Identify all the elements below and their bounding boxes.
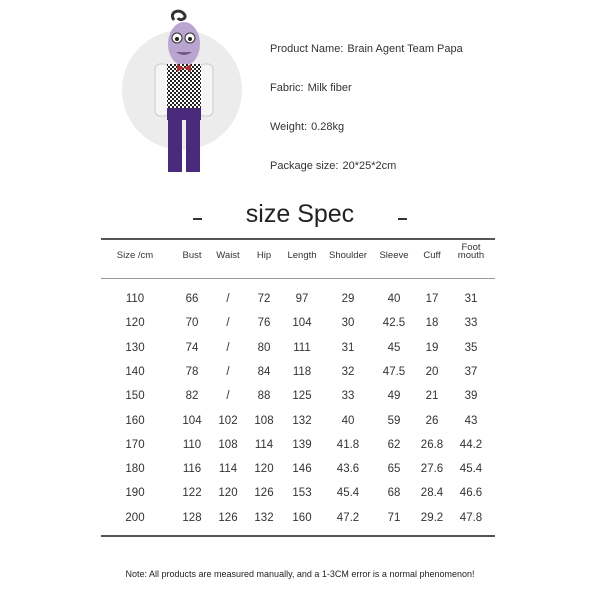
table-cell: 170 xyxy=(125,438,145,451)
table-cell: 140 xyxy=(125,365,145,378)
table-cell: 80 xyxy=(257,341,271,354)
table-cell: 125 xyxy=(292,390,312,403)
product-weight xyxy=(270,121,344,133)
table-cell: 47.2 xyxy=(336,511,360,524)
title-dash-right xyxy=(398,218,407,220)
table-row xyxy=(101,483,495,503)
table-cell: 27.6 xyxy=(420,463,444,476)
product-package-size xyxy=(270,160,396,172)
column-header: Hip xyxy=(256,250,272,261)
table-cell: 45 xyxy=(387,341,401,354)
table-cell: 65 xyxy=(387,463,401,476)
fabric-value: Milk fiber xyxy=(307,82,352,94)
size-spec-title: size Spec xyxy=(245,200,355,228)
table-cell: 44.2 xyxy=(459,438,483,451)
weight-label: Weight: xyxy=(270,121,308,133)
table-cell: 84 xyxy=(257,365,271,378)
table-header-rule xyxy=(101,278,495,279)
table-cell: 21 xyxy=(425,390,439,403)
table-cell: 31 xyxy=(341,341,355,354)
product-image xyxy=(122,8,248,180)
table-cell: 62 xyxy=(387,438,401,451)
table-cell: 70 xyxy=(185,317,199,330)
table-row xyxy=(101,338,495,358)
weight-value: 0.28kg xyxy=(311,121,345,133)
table-cell: 150 xyxy=(125,390,145,403)
table-cell: 160 xyxy=(292,511,312,524)
table-cell: 160 xyxy=(125,414,145,427)
table-cell: 43 xyxy=(464,414,478,427)
table-row xyxy=(101,362,495,382)
table-cell: 190 xyxy=(125,487,145,500)
table-row xyxy=(101,411,495,431)
table-cell: 33 xyxy=(464,317,478,330)
product-name-label: Product Name: xyxy=(270,43,344,55)
product-name-value: Brain Agent Team Papa xyxy=(347,43,463,55)
table-cell: 78 xyxy=(185,365,199,378)
table-cell: 40 xyxy=(341,414,355,427)
product-name xyxy=(270,43,463,55)
table-cell: 30 xyxy=(341,317,355,330)
fabric-label: Fabric: xyxy=(270,82,304,94)
table-cell: 40 xyxy=(387,293,401,305)
product-fabric xyxy=(270,82,352,94)
table-cell: 116 xyxy=(182,463,202,476)
table-cell: 39 xyxy=(464,390,478,403)
table-cell: 146 xyxy=(292,463,312,476)
table-cell: 37 xyxy=(464,365,478,378)
table-cell: 102 xyxy=(218,414,238,427)
table-cell: 118 xyxy=(292,365,312,378)
table-cell: 82 xyxy=(185,390,199,403)
column-header: Bust xyxy=(182,250,202,261)
table-cell: 111 xyxy=(293,341,311,354)
column-header: Length xyxy=(287,250,317,261)
table-cell: 104 xyxy=(292,317,312,330)
table-cell: 19 xyxy=(425,341,439,354)
table-cell: 33 xyxy=(341,390,355,403)
table-cell: 110 xyxy=(125,293,145,305)
table-cell: / xyxy=(226,365,230,378)
table-cell: 132 xyxy=(292,414,312,427)
table-cell: 49 xyxy=(387,390,401,403)
table-cell: 68 xyxy=(387,487,401,500)
table-cell: 43.6 xyxy=(336,463,360,476)
table-row xyxy=(101,313,495,333)
table-cell: 17 xyxy=(425,293,439,305)
table-cell: 47.5 xyxy=(382,365,406,378)
table-cell: 74 xyxy=(185,341,199,354)
table-cell: 45.4 xyxy=(336,487,360,500)
table-header-row xyxy=(101,244,495,268)
table-cell: 114 xyxy=(218,463,238,476)
table-cell: 71 xyxy=(387,511,401,524)
table-cell: 108 xyxy=(218,438,238,451)
table-cell: 97 xyxy=(295,293,309,305)
table-cell: 153 xyxy=(292,487,312,500)
table-cell: 72 xyxy=(257,293,271,305)
package-value: 20*25*2cm xyxy=(342,160,397,172)
table-cell: / xyxy=(226,390,230,403)
table-cell: 20 xyxy=(425,365,439,378)
costume-illustration xyxy=(122,8,248,180)
table-cell: 35 xyxy=(464,341,478,354)
table-cell: 120 xyxy=(218,487,238,500)
table-cell: 114 xyxy=(254,438,274,451)
table-row xyxy=(101,508,495,528)
table-cell: 46.6 xyxy=(459,487,483,500)
table-cell: 108 xyxy=(254,414,274,427)
table-cell: 26 xyxy=(425,414,439,427)
table-cell: 29 xyxy=(341,293,355,305)
column-header: Size /cm xyxy=(116,250,154,261)
table-cell: 45.4 xyxy=(459,463,483,476)
table-cell: 59 xyxy=(387,414,401,427)
measurement-note: Note: All products are measured manually, and a 1-3CM error is a normal phenomenon! xyxy=(125,569,475,579)
table-cell: 26.8 xyxy=(420,438,444,451)
table-cell: 130 xyxy=(125,341,145,354)
table-cell: 139 xyxy=(292,438,312,451)
table-cell: 104 xyxy=(182,414,202,427)
table-cell: / xyxy=(226,341,230,354)
table-cell: 110 xyxy=(182,438,202,451)
table-cell: 88 xyxy=(257,390,271,403)
column-header: Sleeve xyxy=(379,250,409,261)
table-cell: / xyxy=(226,317,230,330)
table-cell: 122 xyxy=(182,487,202,500)
table-row xyxy=(101,386,495,406)
package-label: Package size: xyxy=(270,160,339,172)
table-top-rule xyxy=(101,238,495,240)
table-row xyxy=(101,289,495,309)
table-row xyxy=(101,459,495,479)
table-cell: 76 xyxy=(257,317,271,330)
column-header: Foot mouth xyxy=(457,242,485,261)
table-bottom-rule xyxy=(101,535,495,537)
column-header: Shoulder xyxy=(328,250,368,261)
table-cell: / xyxy=(226,293,230,305)
column-header: Waist xyxy=(216,250,240,261)
table-cell: 132 xyxy=(254,511,274,524)
table-cell: 126 xyxy=(254,487,274,500)
table-cell: 31 xyxy=(464,293,478,305)
table-cell: 200 xyxy=(125,511,145,524)
table-cell: 66 xyxy=(185,293,199,305)
table-cell: 180 xyxy=(125,463,145,476)
table-cell: 120 xyxy=(125,317,145,330)
table-cell: 28.4 xyxy=(420,487,444,500)
table-cell: 128 xyxy=(182,511,202,524)
table-cell: 126 xyxy=(218,511,238,524)
table-cell: 41.8 xyxy=(336,438,360,451)
table-cell: 29.2 xyxy=(420,511,444,524)
table-cell: 32 xyxy=(341,365,355,378)
table-cell: 47.8 xyxy=(459,511,483,524)
table-cell: 120 xyxy=(254,463,274,476)
column-header: Cuff xyxy=(423,250,441,261)
table-cell: 18 xyxy=(425,317,439,330)
table-cell: 42.5 xyxy=(382,317,406,330)
table-row xyxy=(101,435,495,455)
